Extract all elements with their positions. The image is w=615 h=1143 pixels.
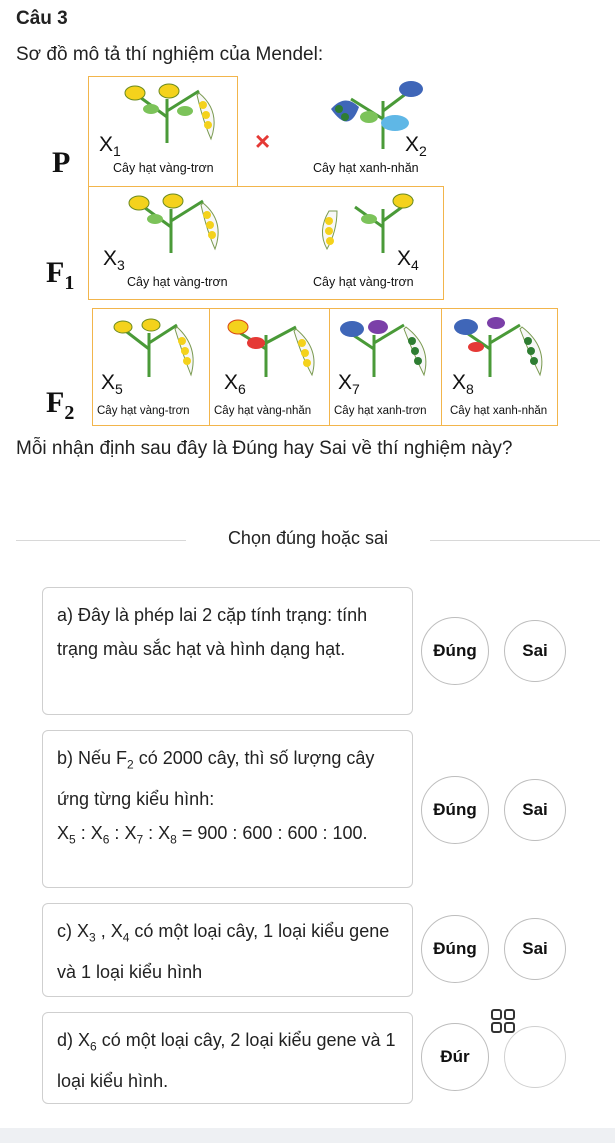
generation-f2-label: $F_2$	[46, 386, 75, 424]
statement-d-card	[42, 1012, 413, 1104]
grid-menu-icon[interactable]	[490, 1008, 516, 1034]
statement-c-true-button[interactable]: Đúng	[421, 915, 489, 983]
mendel-diagram	[0, 68, 615, 428]
plant-x2-caption: Cây hạt xanh-nhăn	[313, 161, 419, 175]
plant-x4-caption: Cây hạt vàng-trơn	[313, 275, 414, 289]
plant-x6-label: $X_6$	[224, 371, 246, 398]
cross-symbol: ×	[255, 126, 271, 156]
statement-c-text: c) $X_3$ , $X_4$ có một loại cây, 1 loại kiểu gene và 1 loại kiểu hình	[57, 921, 390, 982]
generation-p-label: P	[52, 146, 71, 179]
statement-c-false-button[interactable]: Sai	[504, 918, 566, 980]
statement-b-text: b) Nếu $F_2$ có 2000 cây, thì số lượng cây ứng từng kiểu hình: $X_5$ : $X_6$ : $X_7$ : $X_8 = 900$ : 600 : 600 : 100.	[57, 748, 375, 847]
question-number: Câu 3	[16, 8, 68, 29]
plant-x6-caption: Cây hạt vàng-nhăn	[214, 405, 312, 417]
plant-x2-label: $X_2$	[405, 133, 427, 160]
statement-a-card	[42, 587, 413, 715]
pea-plant-yellow-icon	[111, 191, 231, 255]
statement-d-false-button[interactable]	[504, 1026, 566, 1088]
plant-x8-caption: Cây hạt xanh-nhăn	[450, 405, 548, 417]
plant-x2-panel	[296, 76, 446, 188]
plant-x1-caption: Cây hạt vàng-trơn	[113, 161, 214, 175]
f2-panel	[92, 308, 558, 426]
pea-plant-yellow-wrinkled-icon	[216, 313, 324, 379]
plant-x1-panel	[88, 76, 238, 188]
plant-x5-label: $X_5$	[101, 371, 123, 398]
plant-x3-caption: Cây hạt vàng-trơn	[127, 275, 228, 289]
pea-plant-yellow-icon	[99, 313, 203, 379]
statement-b-false-button[interactable]: Sai	[504, 779, 566, 841]
question-prompt: Mỗi nhận định sau đây là Đúng hay Sai về thí nghiệm này?	[16, 438, 513, 459]
plant-x8-cell	[441, 309, 557, 425]
statement-a-text: a) Đây là phép lai 2 cặp tính trạng: tính trạng màu sắc hạt và hình dạng hạt.	[57, 605, 368, 659]
pea-plant-yellow-icon	[107, 81, 227, 145]
section-divider	[16, 528, 600, 552]
f1-panel	[88, 186, 444, 300]
plant-x7-label: $X_7$	[338, 371, 360, 398]
plant-x1-label: $X_1$	[99, 133, 121, 160]
statement-b-true-button[interactable]: Đúng	[421, 776, 489, 844]
plant-x7-cell	[329, 309, 441, 425]
plant-x6-cell	[209, 309, 329, 425]
statement-d-true-button[interactable]: Đúr	[421, 1023, 489, 1091]
pea-plant-blue-icon	[334, 313, 438, 379]
plant-x4-label: $X_4$	[397, 247, 419, 274]
statement-a-false-button[interactable]: Sai	[504, 620, 566, 682]
statement-c-card	[42, 903, 413, 997]
section-title: Chọn đúng hoặc sai	[227, 528, 389, 548]
plant-x8-label: $X_8$	[452, 371, 474, 398]
plant-x3-label: $X_3$	[103, 247, 125, 274]
plant-x5-cell	[93, 309, 209, 425]
statement-a-true-button[interactable]: Đúng	[421, 617, 489, 685]
plant-x7-caption: Cây hạt xanh-trơn	[334, 405, 427, 417]
pea-plant-blue-wrinkled-icon	[446, 313, 554, 379]
divider-line-right	[430, 540, 600, 541]
question-intro: Sơ đồ mô tả thí nghiệm của Mendel:	[16, 44, 324, 65]
statement-d-text: d) $X_6$ có một loại cây, 2 loại kiểu gene và 1 loại kiểu hình.	[57, 1030, 396, 1091]
generation-f1-label: $F_1$	[46, 256, 75, 294]
plant-x5-caption: Cây hạt vàng-trơn	[97, 405, 190, 417]
pea-plant-yellow-seeds-icon	[311, 191, 435, 255]
bottom-bar	[0, 1128, 615, 1143]
statement-b-card	[42, 730, 413, 888]
